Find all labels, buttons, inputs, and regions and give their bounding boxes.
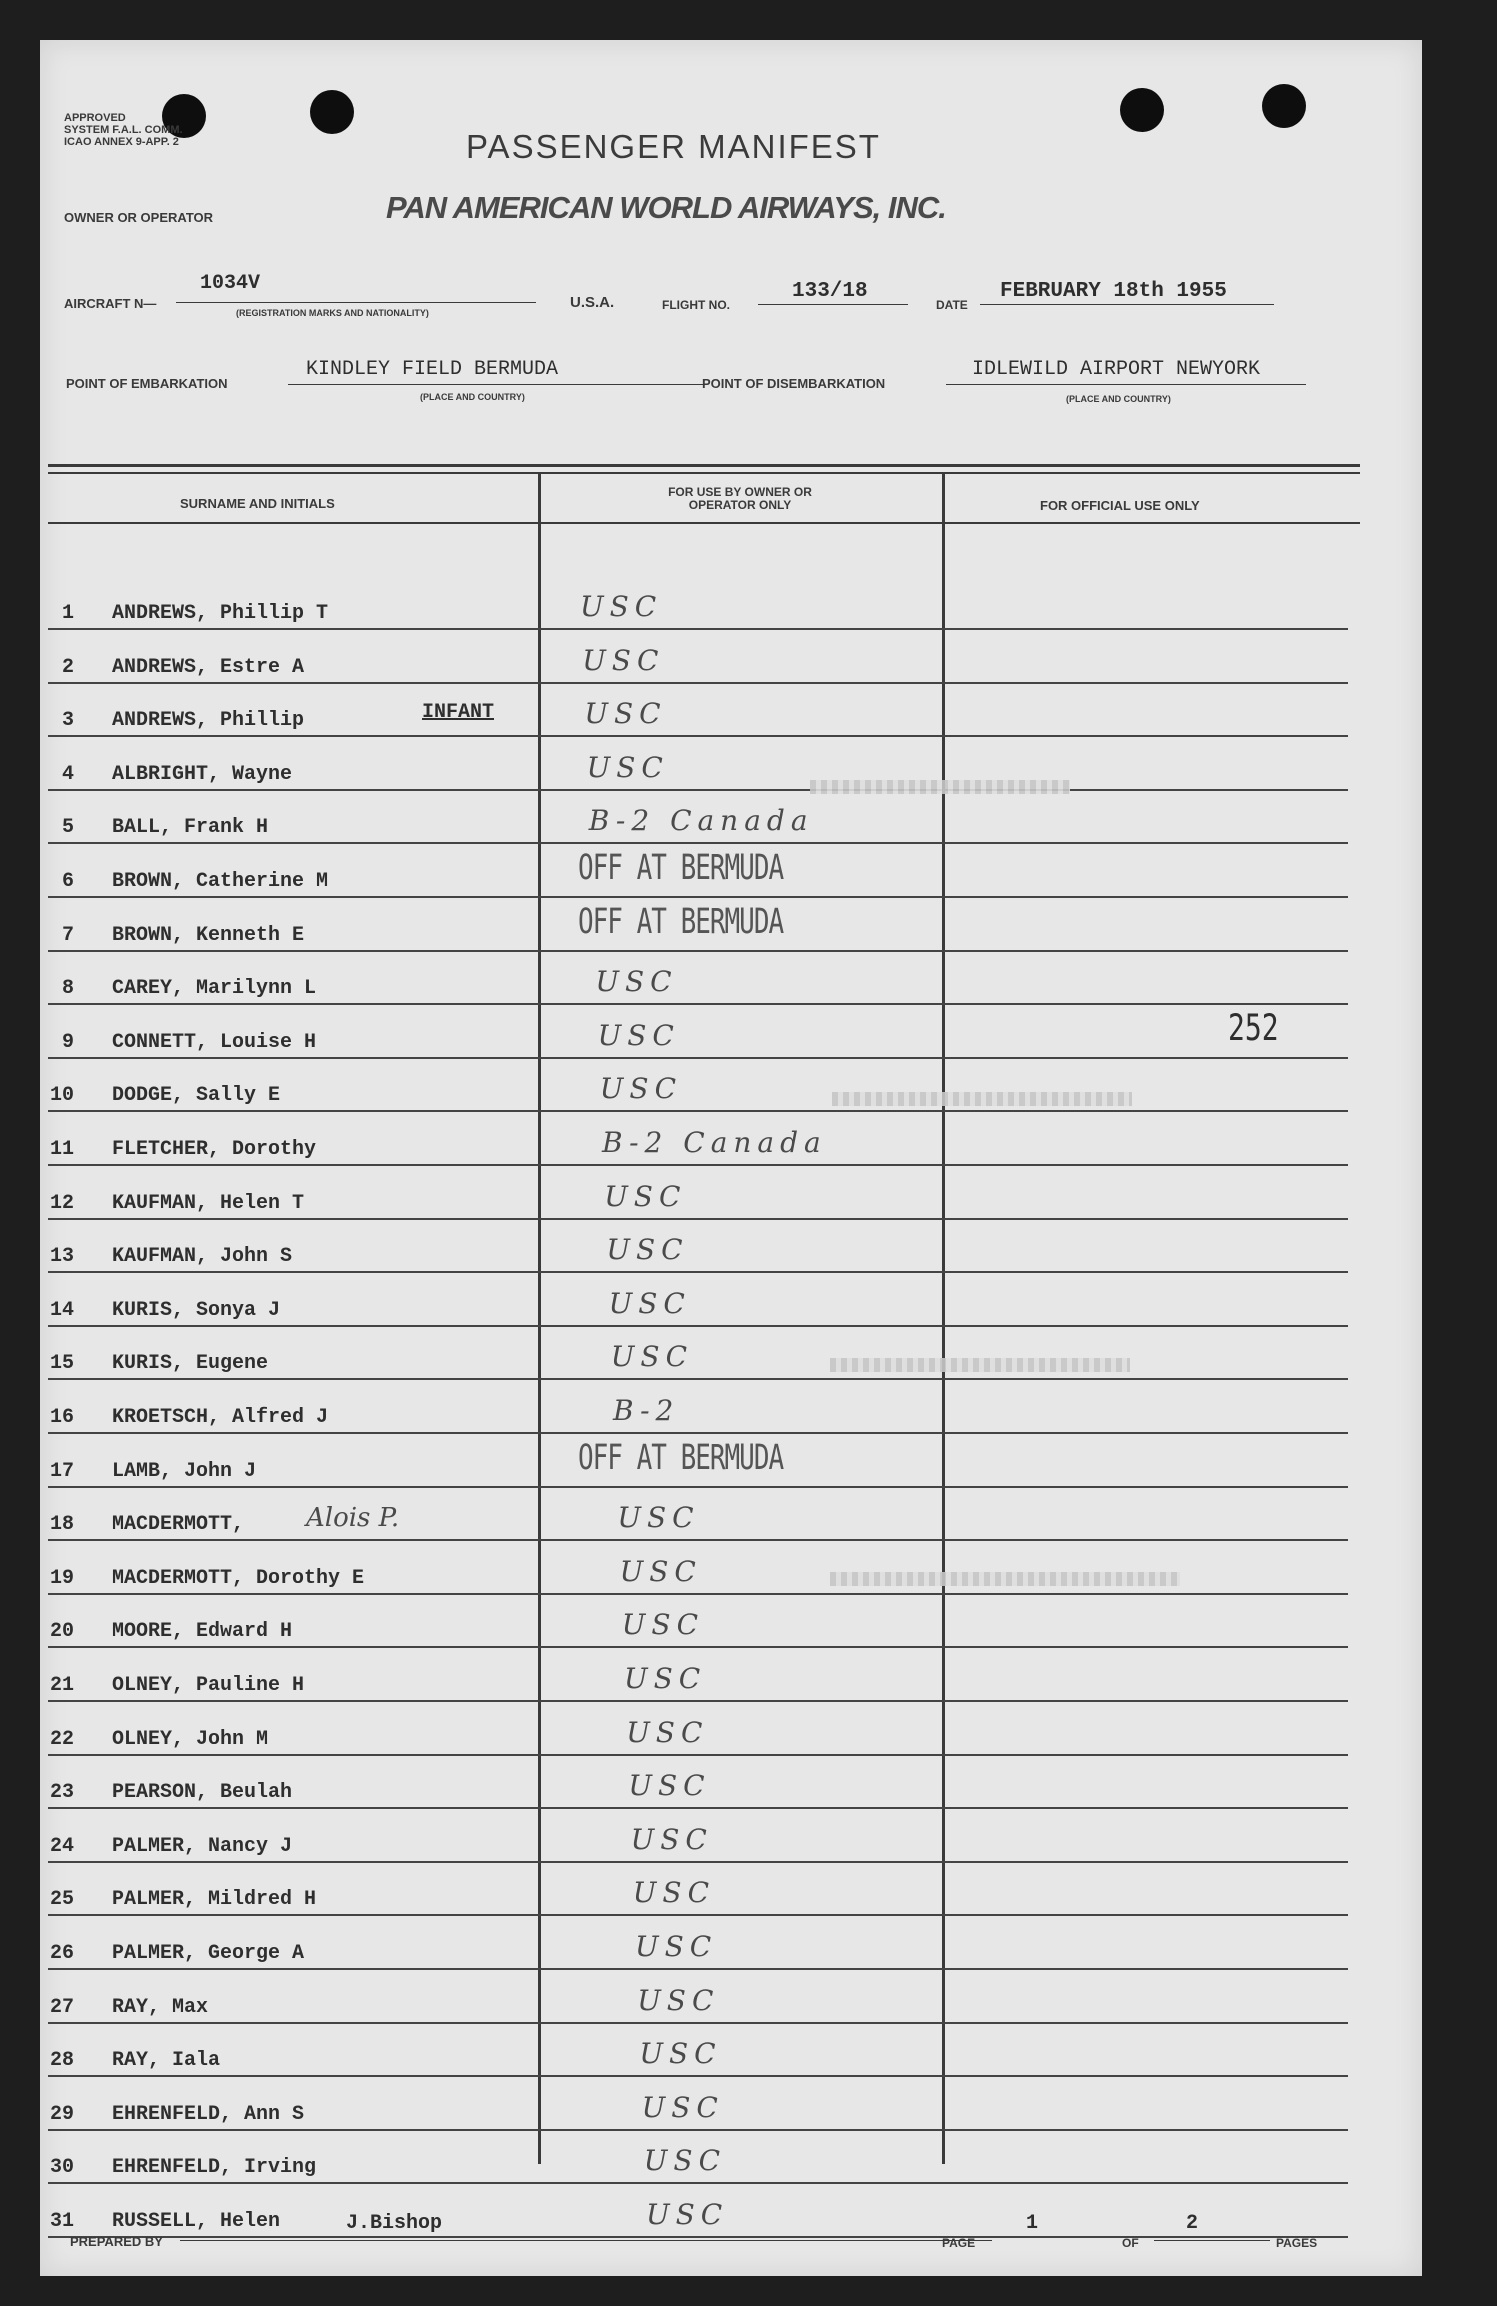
status-handwriting: USC (599, 1072, 682, 1106)
passenger-name: KROETSCH, Alfred J (112, 1406, 329, 1429)
status-handwriting: USC (628, 1769, 711, 1803)
page-label: PAGE (942, 2236, 976, 2250)
passenger-name: OLNEY, John M (112, 1727, 269, 1751)
col-owner-header: FOR USE BY OWNER OR OPERATOR ONLY (668, 485, 812, 512)
passenger-name: ANDREWS, Estre A (112, 655, 305, 679)
prepared-rule (180, 2240, 992, 2241)
row-number: 18 (50, 1513, 75, 1537)
passenger-name: DODGE, Sally E (112, 1084, 281, 1108)
table-top-rule (48, 464, 1360, 467)
status-handwriting: B-2 (613, 1394, 680, 1427)
approval-line: APPROVED (64, 112, 126, 124)
passenger-extra: Alois P. (306, 1503, 400, 1534)
column-divider (942, 474, 945, 2164)
passenger-name: EHRENFELD, Ann S (112, 2102, 305, 2126)
aircraft-label: AIRCRAFT N— (64, 296, 157, 311)
row-rule (48, 1003, 1348, 1005)
status-handwriting: USC (626, 1715, 709, 1749)
punch-hole (1262, 84, 1306, 128)
off-at-bermuda-stamp: OFF AT BERMUDA (578, 901, 784, 943)
disembark-place-note: (PLACE AND COUNTRY) (1066, 394, 1171, 404)
row-number: 3 (62, 709, 75, 733)
owner-label: OWNER OR OPERATOR (64, 210, 214, 225)
prepared-by: J.Bishop (346, 2212, 443, 2235)
passenger-name: ANDREWS, Phillip T (112, 602, 329, 625)
aircraft-rule (176, 302, 536, 303)
passenger-name: PALMER, Mildred H (112, 1888, 317, 1912)
row-rule (48, 1164, 1348, 1166)
prepared-label: PREPARED BY (70, 2234, 163, 2249)
status-handwriting: USC (624, 1662, 707, 1695)
status-handwriting: USC (580, 590, 663, 623)
header-rule (48, 522, 1360, 524)
approval-block (64, 112, 183, 148)
disembark-label: POINT OF DISEMBARKATION (702, 376, 886, 391)
manifest-sheet (40, 40, 1422, 2276)
passenger-name: CAREY, Marilynn L (112, 977, 317, 1001)
row-rule (48, 628, 1348, 630)
column-divider (538, 474, 541, 2164)
status-handwriting: USC (595, 965, 678, 999)
of-label: OF (1122, 2236, 1139, 2250)
row-number: 19 (50, 1566, 75, 1590)
status-handwriting: USC (619, 1554, 702, 1588)
punch-hole (1120, 88, 1164, 132)
row-rule (48, 1646, 1348, 1648)
status-handwriting: USC (586, 750, 669, 784)
row-rule (48, 1218, 1348, 1220)
row-rule (48, 2022, 1348, 2024)
row-number: 20 (50, 1620, 75, 1644)
embark-place-note: (PLACE AND COUNTRY) (420, 392, 525, 402)
row-rule (48, 2129, 1348, 2131)
row-number: 13 (50, 1245, 75, 1269)
passenger-name: RAY, Iala (112, 2049, 221, 2073)
passenger-name: RAY, Max (112, 1995, 209, 2019)
row-rule (48, 1110, 1348, 1112)
table-top-rule (48, 472, 1360, 474)
row-number: 1 (62, 602, 75, 625)
off-at-bermuda-stamp: OFF AT BERMUDA (578, 848, 784, 889)
disembark-value: IDLEWILD AIRPORT NEWYORK (972, 358, 1261, 381)
official-number: 252 (1228, 1006, 1279, 1049)
passenger-name: BROWN, Kenneth E (112, 923, 305, 947)
status-handwriting: USC (632, 1876, 715, 1910)
passenger-name: KURIS, Sonya J (112, 1298, 281, 1322)
col-official-header: FOR OFFICIAL USE ONLY (1040, 498, 1200, 513)
row-rule (48, 735, 1348, 737)
passenger-name: OLNEY, Pauline H (112, 1674, 305, 1697)
row-rule (48, 1700, 1348, 1702)
row-rule (48, 950, 1348, 952)
row-number: 4 (62, 762, 75, 786)
row-number: 28 (50, 2049, 75, 2073)
row-number: 7 (62, 923, 75, 947)
row-number: 25 (50, 1888, 75, 1912)
row-rule (48, 1325, 1348, 1327)
status-handwriting: B-2 Canada (588, 804, 814, 838)
redaction-smudge (830, 1572, 1180, 1586)
redaction-smudge (830, 1358, 1130, 1372)
passenger-name: KURIS, Eugene (112, 1352, 269, 1376)
page-rule (1154, 2240, 1270, 2241)
row-number: 27 (50, 1995, 75, 2019)
row-rule (48, 1432, 1348, 1434)
passenger-name: MACDERMOTT, (112, 1513, 245, 1537)
status-handwriting: USC (621, 1608, 704, 1642)
registration-note: (REGISTRATION MARKS AND NATIONALITY) (236, 308, 429, 318)
row-rule (48, 1378, 1348, 1380)
date-rule (980, 304, 1274, 305)
passenger-name: PALMER, Nancy J (112, 1834, 293, 1858)
flight-value: 133/18 (792, 280, 868, 303)
row-rule (48, 1486, 1348, 1488)
approval-line: ICAO ANNEX 9-APP. 2 (64, 136, 179, 148)
row-rule (48, 1861, 1348, 1863)
row-rule (48, 682, 1348, 684)
row-rule (48, 2236, 1348, 2238)
embark-label: POINT OF EMBARKATION (66, 376, 228, 391)
passenger-extra: INFANT (422, 701, 495, 725)
status-handwriting: B-2 Canada (602, 1126, 827, 1159)
row-number: 6 (62, 870, 75, 893)
row-rule (48, 2075, 1348, 2077)
row-rule (48, 1754, 1348, 1756)
row-rule (48, 2182, 1348, 2184)
punch-hole (310, 90, 354, 134)
status-handwriting: USC (635, 1930, 718, 1963)
passenger-name: ANDREWS, Phillip (112, 709, 305, 733)
aircraft-value: 1034V (200, 272, 261, 295)
passenger-name: BROWN, Catherine M (112, 870, 329, 893)
status-handwriting: USC (610, 1340, 693, 1374)
disembark-rule (946, 384, 1306, 385)
row-rule (48, 842, 1348, 844)
passenger-name: PALMER, George A (112, 1942, 305, 1965)
off-at-bermuda-stamp: OFF AT BERMUDA (578, 1437, 784, 1479)
row-number: 22 (50, 1727, 75, 1751)
page-number: 1 (1026, 2212, 1039, 2235)
passenger-name: KAUFMAN, John S (112, 1245, 293, 1269)
embark-value: KINDLEY FIELD BERMUDA (306, 358, 559, 381)
passenger-name: MACDERMOTT, Dorothy E (112, 1566, 365, 1590)
row-number: 14 (50, 1298, 75, 1322)
status-handwriting: USC (617, 1501, 700, 1535)
status-handwriting: USC (637, 1983, 720, 2017)
status-handwriting: USC (582, 643, 665, 677)
row-number: 12 (50, 1191, 75, 1215)
passenger-name: FLETCHER, Dorothy (112, 1138, 317, 1161)
status-handwriting: USC (646, 2198, 729, 2231)
passenger-name: EHRENFELD, Irving (112, 2156, 317, 2180)
row-rule (48, 1539, 1348, 1541)
passenger-name: RUSSELL, Helen (112, 2210, 281, 2233)
pages-label: PAGES (1276, 2236, 1318, 2250)
row-rule (48, 1593, 1348, 1595)
embark-rule (288, 384, 704, 385)
status-handwriting: USC (584, 697, 667, 731)
operator-name: PAN AMERICAN WORLD AIRWAYS, INC. (386, 190, 946, 225)
row-number: 16 (50, 1406, 75, 1429)
row-rule (48, 896, 1348, 898)
row-number: 11 (50, 1138, 75, 1161)
flight-rule (758, 304, 908, 305)
approval-line: SYSTEM F.A.L. COMM. (64, 124, 183, 136)
row-number: 8 (62, 977, 75, 1001)
status-handwriting: USC (639, 2037, 722, 2071)
row-number: 30 (50, 2156, 75, 2180)
status-handwriting: USC (606, 1233, 689, 1267)
date-value: FEBRUARY 18th 1955 (1000, 280, 1227, 303)
row-number: 5 (62, 816, 75, 840)
row-number: 31 (50, 2210, 75, 2233)
row-number: 23 (50, 1781, 75, 1805)
redaction-smudge (810, 780, 1070, 794)
redaction-smudge (832, 1092, 1132, 1106)
row-number: 24 (50, 1834, 75, 1858)
total-pages: 2 (1186, 2212, 1199, 2235)
row-rule (48, 1968, 1348, 1970)
row-number: 26 (50, 1942, 75, 1965)
nationality: U.S.A. (570, 294, 615, 311)
row-number: 21 (50, 1674, 75, 1697)
status-handwriting: USC (641, 2090, 724, 2124)
row-rule (48, 789, 1348, 791)
row-number: 29 (50, 2102, 75, 2126)
flight-label: FLIGHT NO. (662, 298, 730, 312)
date-label: DATE (936, 298, 968, 312)
passenger-name: PEARSON, Beulah (112, 1781, 293, 1805)
row-number: 17 (50, 1459, 75, 1483)
passenger-name: CONNETT, Louise H (112, 1030, 317, 1054)
status-handwriting: USC (604, 1179, 687, 1213)
passenger-name: BALL, Frank H (112, 816, 269, 840)
passenger-name: KAUFMAN, Helen T (112, 1191, 305, 1215)
passenger-name: LAMB, John J (112, 1459, 257, 1483)
row-rule (48, 1914, 1348, 1916)
passenger-name: ALBRIGHT, Wayne (112, 762, 293, 786)
col-name-header: SURNAME AND INITIALS (180, 496, 335, 511)
passenger-name: MOORE, Edward H (112, 1620, 293, 1644)
form-title: PASSENGER MANIFEST (466, 128, 881, 165)
row-number: 9 (62, 1030, 75, 1054)
row-rule (48, 1271, 1348, 1273)
row-number: 2 (62, 655, 75, 679)
row-rule (48, 1807, 1348, 1809)
status-handwriting: USC (597, 1018, 680, 1052)
row-number: 15 (50, 1352, 75, 1376)
status-handwriting: USC (630, 1822, 713, 1856)
row-rule (48, 1057, 1348, 1059)
status-handwriting: USC (643, 2144, 726, 2178)
status-handwriting: USC (608, 1286, 691, 1320)
row-number: 10 (50, 1084, 75, 1108)
